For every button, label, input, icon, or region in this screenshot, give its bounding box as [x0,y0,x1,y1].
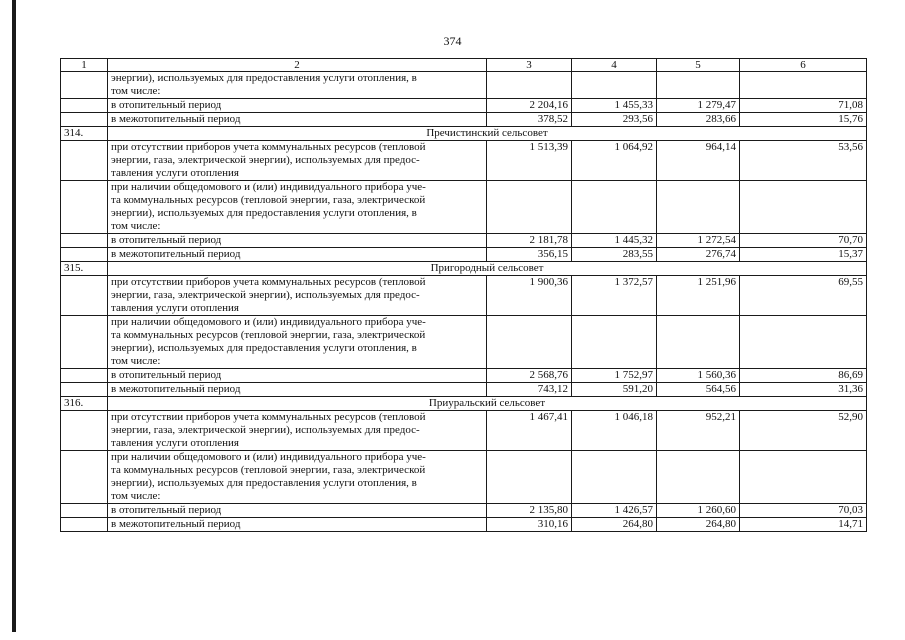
with-meter-desc [108,181,487,234]
period-label: в межотопительный период [108,383,487,397]
text-line: при наличии общедомового и (или) индивидуального прибора уче- [111,181,426,193]
empty-value-cell [740,316,867,369]
value-col-3: 1 513,39 [487,141,572,181]
index-cell [61,234,108,248]
index-cell [61,72,108,99]
empty-value-cell [657,316,740,369]
empty-value-cell [487,181,572,234]
page-number: 374 [443,34,462,48]
value-col-4: 591,20 [572,383,657,397]
value-col-4: 1 445,32 [572,234,657,248]
text-line: тавления услуги отопления [111,167,239,179]
section-index: 314. [61,127,108,141]
value-col-4: 293,56 [572,113,657,127]
value-col-3: 356,15 [487,248,572,262]
value-col-4: 1 426,57 [572,504,657,518]
value-col-5: 1 272,54 [657,234,740,248]
no-meter-desc [108,276,487,316]
column-header-6: 6 [740,59,867,72]
value-col-3: 310,16 [487,518,572,532]
empty-value-cell [572,451,657,504]
text-line: тавления услуги отопления [111,302,239,314]
column-header-3: 3 [487,59,572,72]
text-line: тавления услуги отопления [111,437,239,449]
empty-value-cell [657,451,740,504]
index-cell [61,316,108,369]
empty-value-cell [740,451,867,504]
with-meter-row [61,316,867,369]
index-cell [61,248,108,262]
value-col-4: 1 064,92 [572,141,657,181]
text-line: при наличии общедомового и (или) индивидуального прибора уче- [111,316,426,328]
text-line: энергии, газа, электрической энергии), используемых для предос- [111,289,420,301]
tariff-table [60,58,867,532]
text-line: том числе: [111,490,161,502]
value-col-5: 283,66 [657,113,740,127]
value-col-6: 31,36 [740,383,867,397]
empty-value-cell [572,72,657,99]
period-label: в межотопительный период [108,248,487,262]
section-row [61,397,867,411]
empty-value-cell [487,451,572,504]
text-line: при отсутствии приборов учета коммунальных ресурсов (тепловой [111,141,426,153]
continuation-desc-row [61,72,867,99]
empty-value-cell [487,72,572,99]
continuation-value-row [61,113,867,127]
value-col-6: 71,08 [740,99,867,113]
section-title: Пригородный сельсовет [108,262,867,276]
index-cell [61,113,108,127]
value-col-5: 964,14 [657,141,740,181]
value-col-4: 283,55 [572,248,657,262]
value-col-5: 564,56 [657,383,740,397]
period-label: в межотопительный период [108,113,487,127]
section-index: 316. [61,397,108,411]
text-line: энергии, газа, электрической энергии), используемых для предос- [111,154,420,166]
section-title: Пречистинский сельсовет [108,127,867,141]
index-cell [61,518,108,532]
value-col-3: 378,52 [487,113,572,127]
section-row [61,127,867,141]
section-index: 315. [61,262,108,276]
period-label: в отопительный период [108,234,487,248]
value-col-5: 1 279,47 [657,99,740,113]
no-meter-desc [108,411,487,451]
text-line: энергии), используемых для предоставления услуги отопления, в [111,342,417,354]
index-cell [61,99,108,113]
empty-value-cell [657,181,740,234]
value-col-4: 1 752,97 [572,369,657,383]
value-col-6: 70,70 [740,234,867,248]
period-value-row [61,234,867,248]
text-line: при отсутствии приборов учета коммунальных ресурсов (тепловой [111,411,426,423]
period-label: в отопительный период [108,369,487,383]
header-row [61,59,867,72]
text-line: энергии), используемых для предоставления услуги отопления, в [111,477,417,489]
index-cell [61,504,108,518]
text-line: при отсутствии приборов учета коммунальных ресурсов (тепловой [111,276,426,288]
value-col-6: 52,90 [740,411,867,451]
text-line: та коммунальных ресурсов (тепловой энергии, газа, электрической [111,329,426,341]
text-line: та коммунальных ресурсов (тепловой энергии, газа, электрической [111,194,426,206]
index-cell [61,383,108,397]
index-cell [61,451,108,504]
text-line: энергии, газа, электрической энергии), используемых для предос- [111,424,420,436]
no-meter-row [61,141,867,181]
column-header-2: 2 [108,59,487,72]
text-line: энергии), используемых для предоставления услуги отопления, в [111,207,417,219]
value-col-5: 1 251,96 [657,276,740,316]
with-meter-desc [108,316,487,369]
value-col-4: 264,80 [572,518,657,532]
section-title: Приуральский сельсовет [108,397,867,411]
with-meter-row [61,181,867,234]
value-col-5: 1 260,60 [657,504,740,518]
period-value-row [61,248,867,262]
value-col-6: 15,76 [740,113,867,127]
index-cell [61,369,108,383]
value-col-5: 276,74 [657,248,740,262]
text-line: том числе: [111,85,161,97]
period-label: в межотопительный период [108,518,487,532]
no-meter-row [61,276,867,316]
continuation-value-row [61,99,867,113]
text-line: том числе: [111,355,161,367]
value-col-6: 15,37 [740,248,867,262]
value-col-3: 1 467,41 [487,411,572,451]
value-col-4: 1 455,33 [572,99,657,113]
value-col-4: 1 046,18 [572,411,657,451]
empty-value-cell [657,72,740,99]
value-col-6: 53,56 [740,141,867,181]
index-cell [61,181,108,234]
period-value-row [61,518,867,532]
value-col-3: 2 135,80 [487,504,572,518]
no-meter-row [61,411,867,451]
value-col-6: 86,69 [740,369,867,383]
continuation-desc [108,72,487,99]
column-header-1: 1 [61,59,108,72]
value-col-3: 2 181,78 [487,234,572,248]
value-col-3: 2 568,76 [487,369,572,383]
with-meter-desc [108,451,487,504]
period-label: в отопительный период [108,99,487,113]
index-cell [61,276,108,316]
empty-value-cell [572,181,657,234]
column-header-4: 4 [572,59,657,72]
value-col-3: 1 900,36 [487,276,572,316]
text-line: та коммунальных ресурсов (тепловой энергии, газа, электрической [111,464,426,476]
text-line: при наличии общедомового и (или) индивидуального прибора уче- [111,451,426,463]
value-col-6: 69,55 [740,276,867,316]
value-col-6: 14,71 [740,518,867,532]
period-value-row [61,369,867,383]
index-cell [61,411,108,451]
text-line: том числе: [111,220,161,232]
empty-value-cell [740,72,867,99]
index-cell [61,141,108,181]
text-line: энергии), используемых для предоставления услуги отопления, в [111,72,417,84]
empty-value-cell [572,316,657,369]
no-meter-desc [108,141,487,181]
with-meter-row [61,451,867,504]
value-col-4: 1 372,57 [572,276,657,316]
period-value-row [61,504,867,518]
column-header-5: 5 [657,59,740,72]
period-label: в отопительный период [108,504,487,518]
empty-value-cell [487,316,572,369]
section-row [61,262,867,276]
value-col-5: 264,80 [657,518,740,532]
value-col-5: 952,21 [657,411,740,451]
left-margin-bar [12,0,16,632]
empty-value-cell [740,181,867,234]
period-value-row [61,383,867,397]
value-col-3: 2 204,16 [487,99,572,113]
value-col-5: 1 560,36 [657,369,740,383]
value-col-3: 743,12 [487,383,572,397]
value-col-6: 70,03 [740,504,867,518]
